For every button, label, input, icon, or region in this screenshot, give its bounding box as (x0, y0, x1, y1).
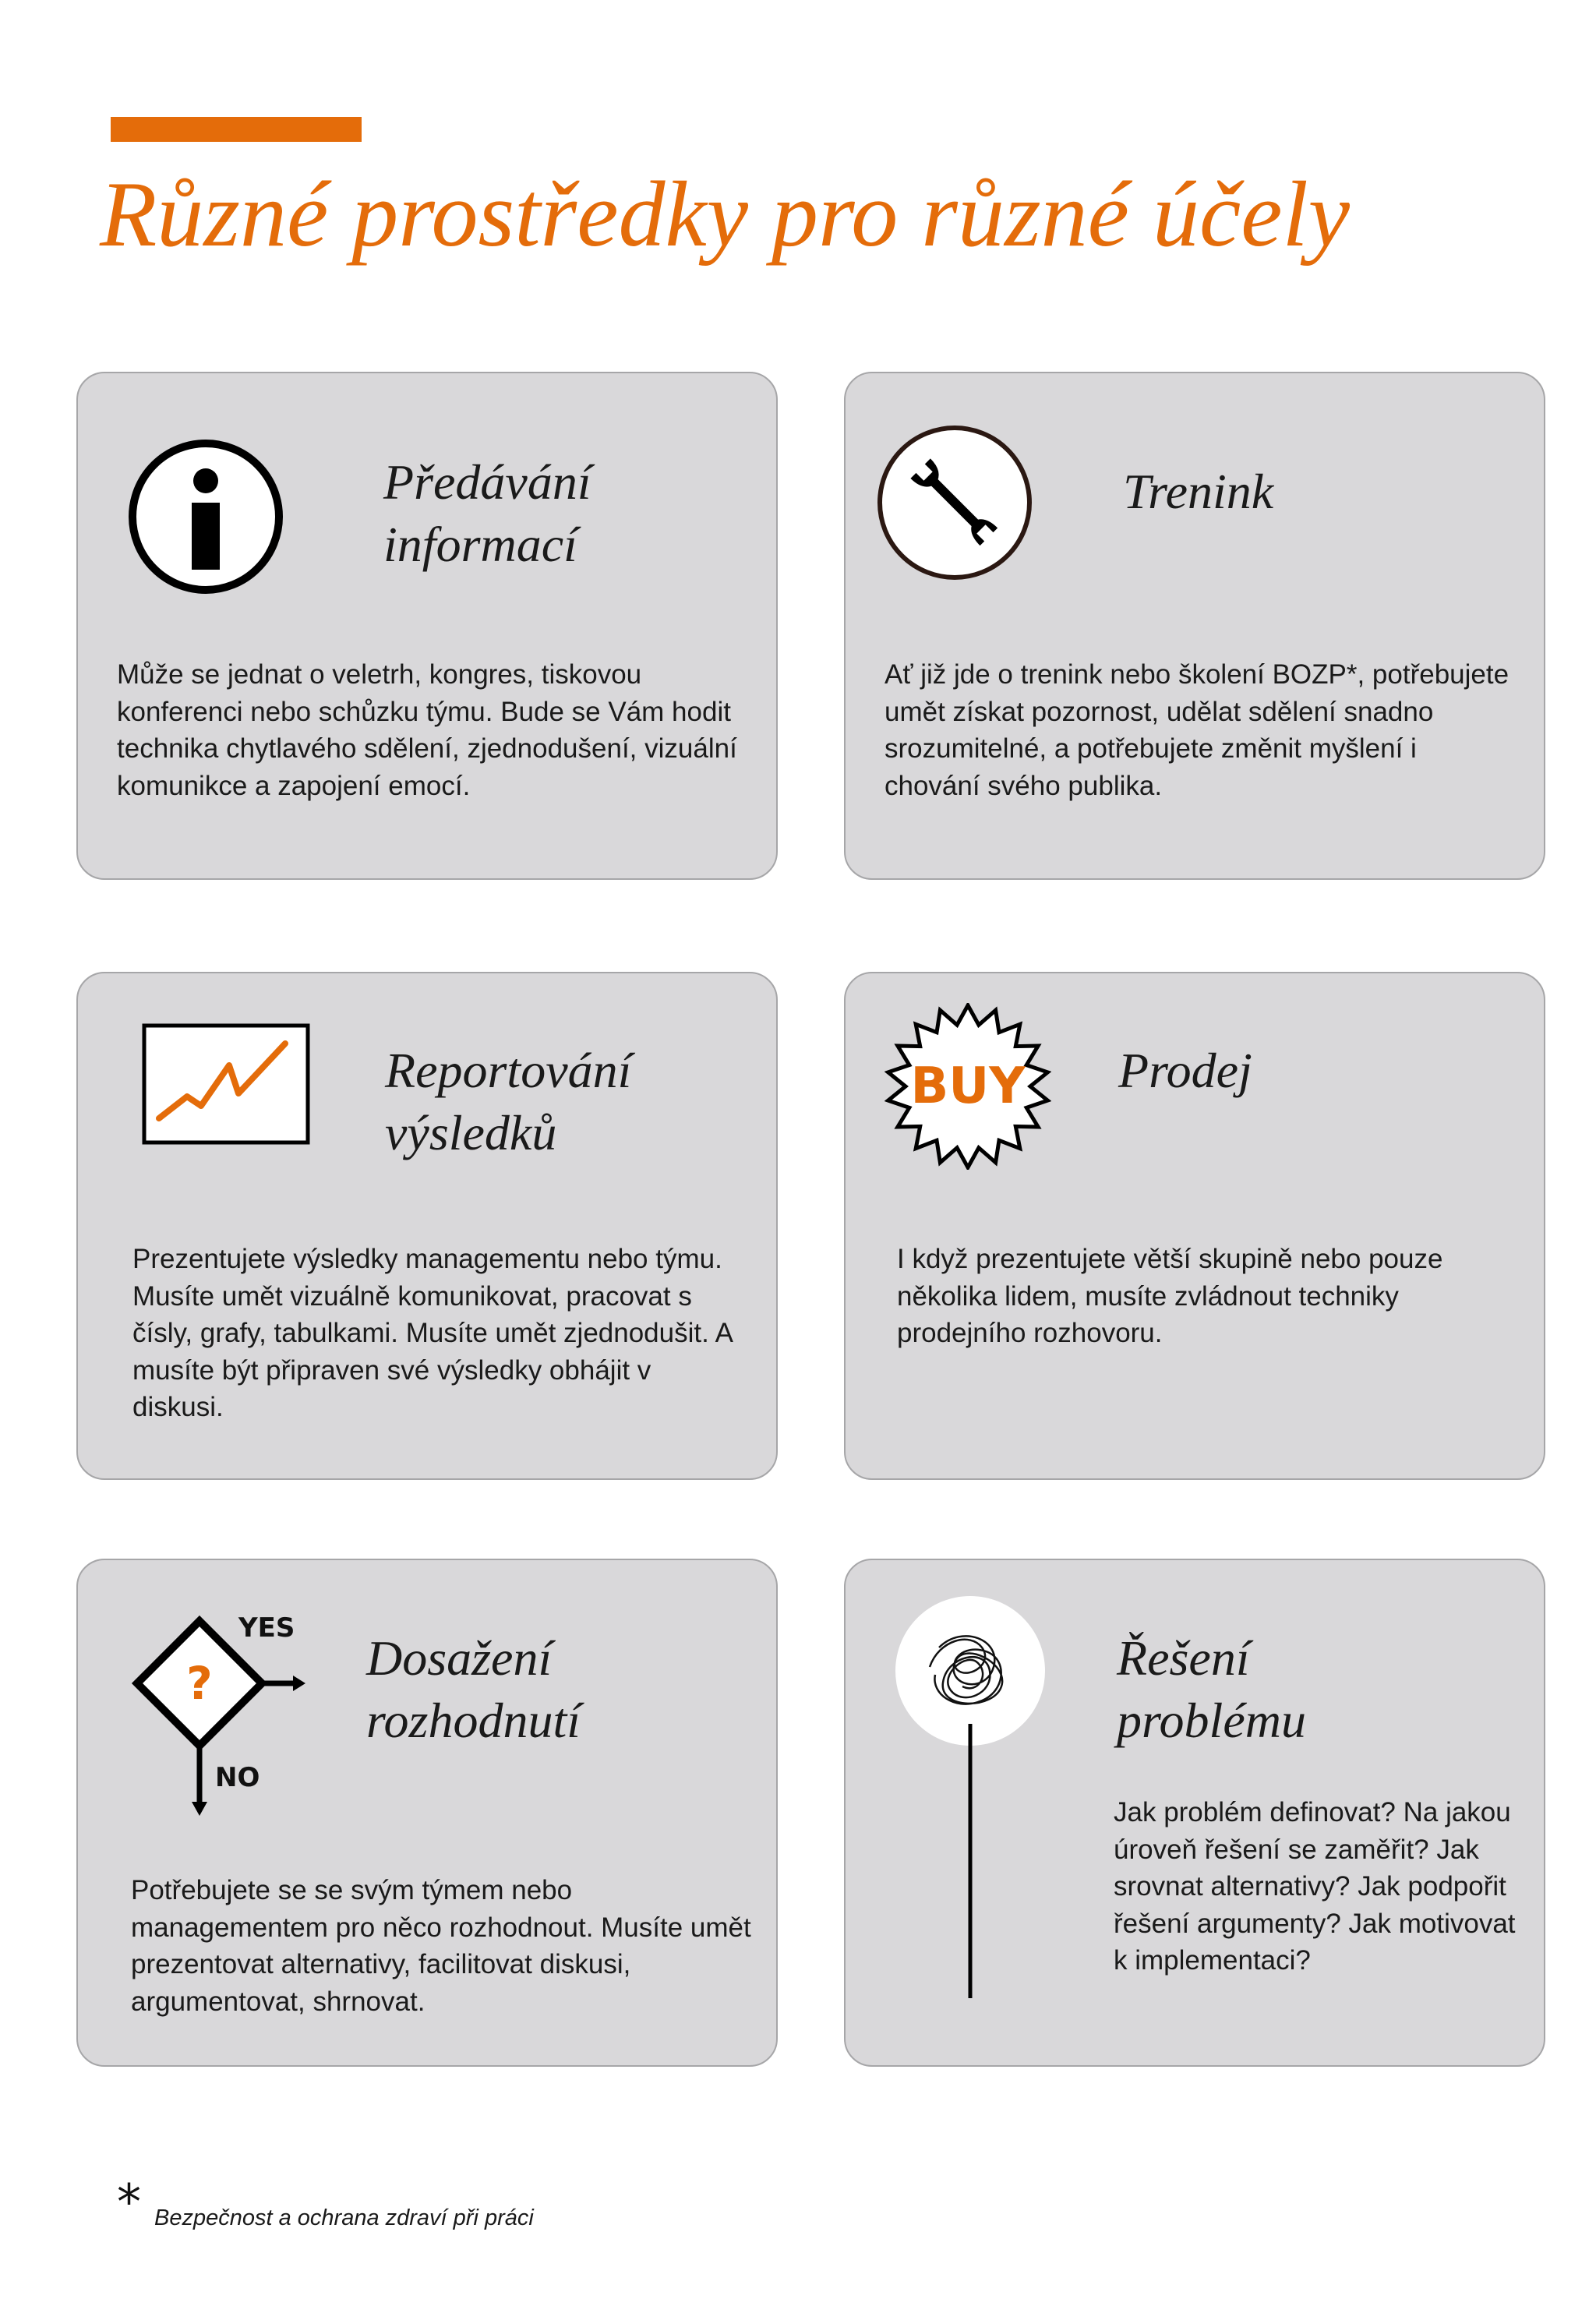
card-text: I když prezentujete větší skupině nebo pouze několika lidem, musíte zvládnout techniky prodejního rozhovoru. (897, 1244, 1443, 1348)
card-text: Může se jednat o veletrh, kongres, tiskovou konferenci nebo schůzku týmu. Bude se Vám hodit technika chytlavého sdělení, zjednodušení, vizuální komunikce a zapojení emocí. (117, 659, 737, 801)
card-title: Dosažení rozhodnutí (366, 1630, 581, 1748)
card-text: Potřebujete se se svým týmem nebo managementem pro něco rozhodnout. Musíte umět prezentovat alternativy, facilitovat diskusi, argumentovat, shrnovat. (131, 1875, 751, 2017)
buy-label: BUY (910, 1058, 1026, 1115)
card-problem-solving (844, 1559, 1545, 2067)
page-title: Různé prostředky pro různé účely (100, 162, 1351, 266)
line-chart-icon (142, 1023, 313, 1152)
title-accent-bar (111, 117, 362, 142)
footnote-marker: * (117, 2174, 141, 2230)
decision-diamond-icon (118, 1596, 313, 1834)
card-text: Ať již jde o trenink nebo školení BOZP*, potřebujete umět získat pozornost, udělat sdělení snadno srozumitelné, a potřebujete změnit myšlení i chování svého publika. (885, 659, 1509, 801)
card-title: Předávání informací (383, 454, 591, 572)
card-decision (76, 1559, 778, 2067)
footnote-text: Bezpečnost a ochrana zdraví při práci (154, 2205, 534, 2230)
yes-label: YES (238, 1612, 295, 1644)
card-title: Řešení problému (1117, 1630, 1306, 1748)
wrench-icon (875, 423, 1034, 586)
card-training (844, 372, 1545, 880)
tangled-thread-icon (892, 1593, 1048, 2010)
card-title: Trenink (1123, 464, 1274, 519)
card-title: Prodej (1118, 1043, 1252, 1098)
no-label: NO (215, 1762, 260, 1793)
card-title: Reportování výsledků (385, 1043, 632, 1160)
card-text: Prezentujete výsledky managementu nebo týmu. Musíte umět vizuálně komunikovat, pracovat s čísly, grafy, tabulkami. Musíte umět zjednodušit. A musíte být připraven své výsledky obhájit v diskusi. (132, 1244, 733, 1422)
card-sales (844, 972, 1545, 1480)
question-mark: ? (186, 1657, 213, 1710)
card-text: Jak problém definovat? Na jakou úroveň řešení se zaměřit? Jak srovnat alternativy? Jak podpořit řešení argumenty? Jak motivovat k implementaci? (1114, 1797, 1516, 1976)
card-information (76, 372, 778, 880)
info-icon (126, 437, 285, 600)
card-reporting (76, 972, 778, 1480)
buy-burst-icon (885, 1003, 1051, 1174)
